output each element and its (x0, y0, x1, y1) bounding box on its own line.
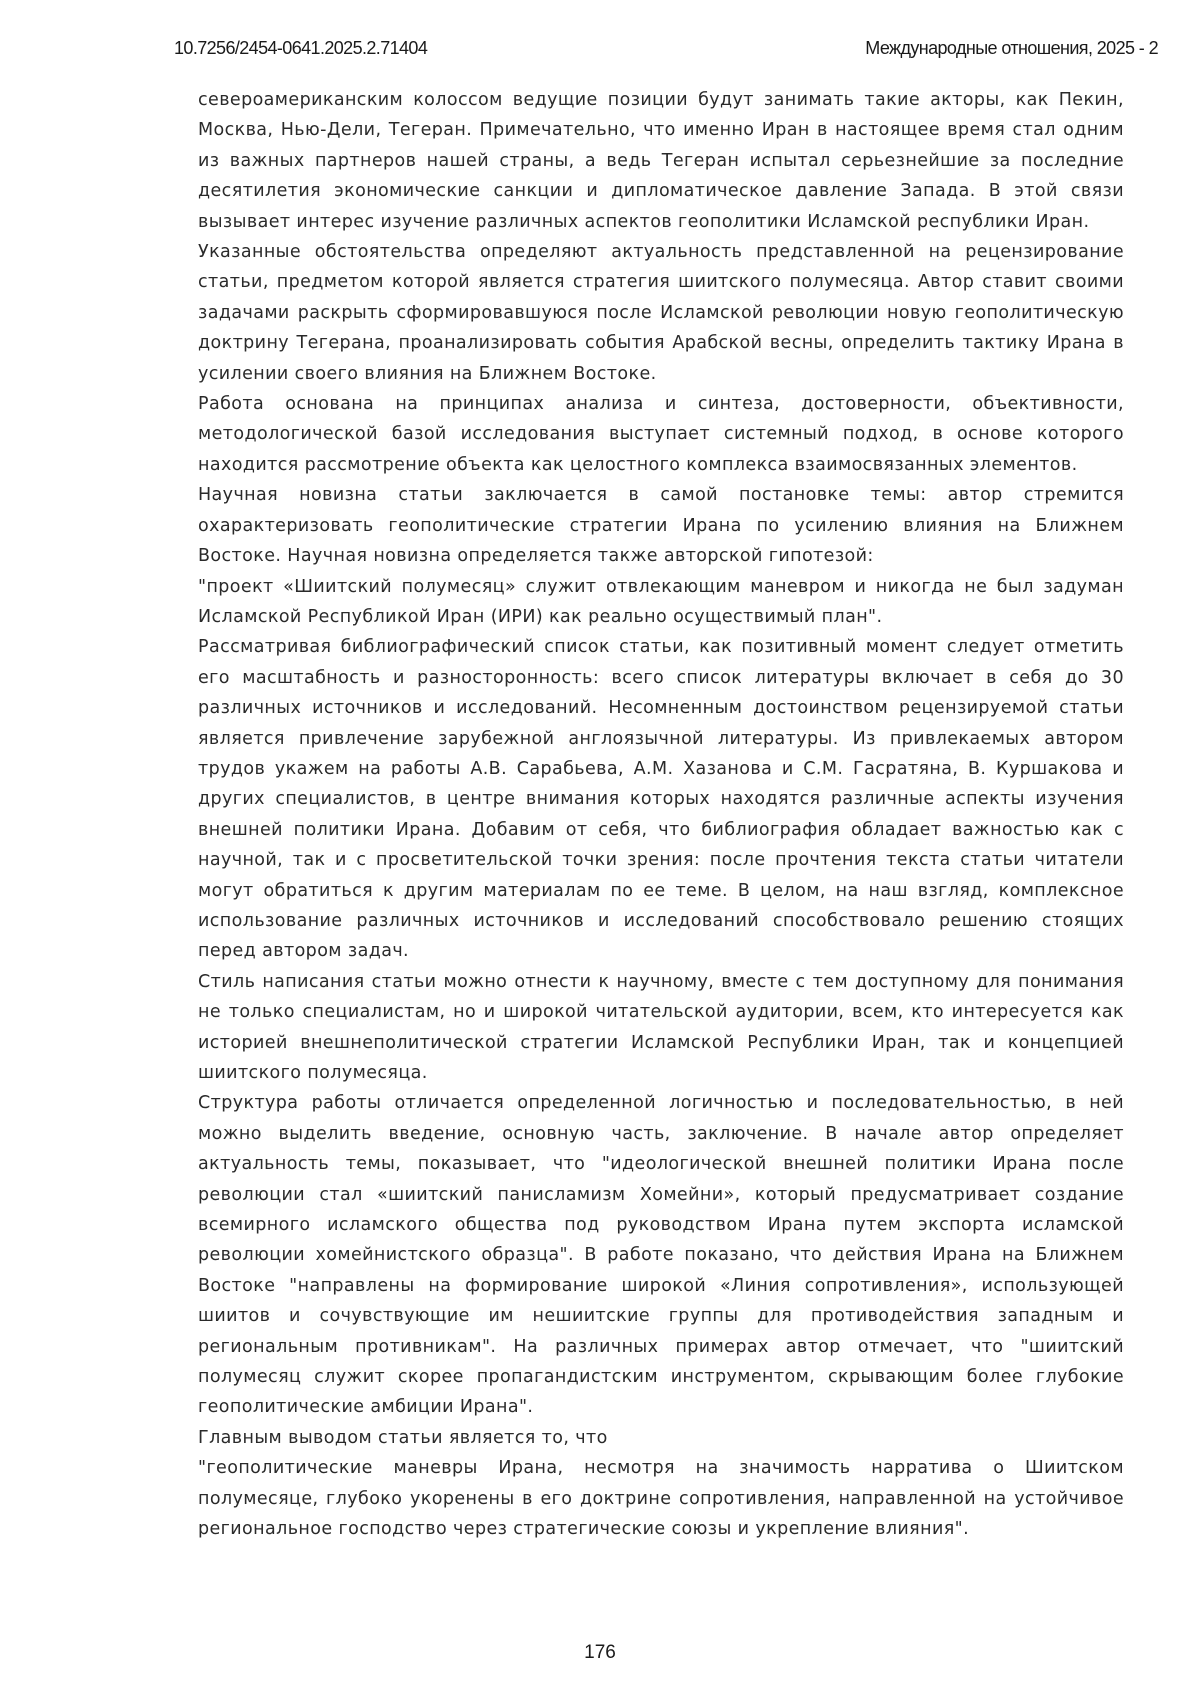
body-paragraph: Стиль написания статьи можно отнести к научному, вместе с тем доступному для понимания не только специалистам, но и широкой читательской аудитории, всем, кто интересуется как историей внешнеполитической стратегии Исламской Республики Иран, так и концепцией шиитского полумесяца. (198, 967, 1124, 1089)
header-doi: 10.7256/2454-0641.2025.2.71404 (174, 38, 427, 59)
body-paragraph: Главным выводом статьи является то, что (198, 1423, 1124, 1453)
body-paragraph: Работа основана на принципах анализа и синтеза, достоверности, объективности, методологической базой исследования выступает системный подход, в основе которого находится рассмотрение объекта как целостного комплекса взаимосвязанных элементов. (198, 389, 1124, 480)
body-paragraph: Структура работы отличается определенной логичностью и последовательностью, в ней можно выделить введение, основную часть, заключение. В начале автор определяет актуальность темы, показывает, что "идеологической внешней политики Ирана после революции стал «шиитский панисламизм Хомейни», который предусматривает создание всемирного исламского общества под руководством Ирана путем экспорта исламской революции хомейнистского образца". В работе показано, что действия Ирана на Ближнем Востоке "направлены на формирование широкой «Линия сопротивления», использующей шиитов и сочувствующие им нешиитские группы для противодействия западным и региональным противникам". На различных примерах автор отмечает, что "шиитский полумесяц служит скорее пропагандистским инструментом, скрывающим более глубокие геополитические амбиции Ирана". (198, 1088, 1124, 1422)
conclusion-quote: "геополитические маневры Ирана, несмотря на значимость нарратива о Шиитском полумесяце, глубоко укоренены в его доктрине сопротивления, направленной на устойчивое региональное господство через стратегические союзы и укрепление влияния". (198, 1453, 1124, 1544)
page-number: 176 (0, 1642, 1200, 1664)
body-paragraph: Научная новизна статьи заключается в самой постановке темы: автор стремится охарактеризовать геополитические стратегии Ирана по усилению влияния на Ближнем Востоке. Научная новизна определяется также авторской гипотезой: (198, 480, 1124, 571)
body-paragraph: Указанные обстоятельства определяют актуальность представленной на рецензирование статьи, предметом которой является стратегия шиитского полумесяца. Автор ставит своими задачами раскрыть сформировавшуюся после Исламской революции новую геополитическую доктрину Тегерана, проанализировать события Арабской весны, определить тактику Ирана в усилении своего влияния на Ближнем Востоке. (198, 237, 1124, 389)
document-page (0, 0, 1200, 1698)
body-paragraph: Рассматривая библиографический список статьи, как позитивный момент следует отметить его масштабность и разносторонность: всего список литературы включает в себя до 30 различных источников и исследований. Несомненным достоинством рецензируемой статьи является привлечение зарубежной англоязычной литературы. Из привлекаемых автором трудов укажем на работы А.В. Сарабьева, А.М. Хазанова и С.М. Гасратяна, В. Куршакова и других специалистов, в центре внимания которых находятся различные аспекты изучения внешней политики Ирана. Добавим от себя, что библиография обладает важностью как с научной, так и с просветительской точки зрения: после прочтения текста статьи читатели могут обратиться к другим материалам по ее теме. В целом, на наш взгляд, комплексное использование различных источников и исследований способствовало решению стоящих перед автором задач. (198, 632, 1124, 966)
body-paragraph: североамериканским колоссом ведущие позиции будут занимать такие акторы, как Пекин, Москва, Нью-Дели, Тегеран. Примечательно, что именно Иран в настоящее время стал одним из важных партнеров нашей страны, а ведь Тегеран испытал серьезнейшие за последние десятилетия экономические санкции и дипломатическое давление Запада. В этой связи вызывает интерес изучение различных аспектов геополитики Исламской республики Иран. (198, 85, 1124, 237)
article-body (198, 85, 1124, 1545)
header-journal-title: Международные отношения, 2025 - 2 (865, 38, 1158, 59)
hypothesis-quote: "проект «Шиитский полумесяц» служит отвлекающим маневром и никогда не был задуман Исламской Республикой Иран (ИРИ) как реально осуществимый план". (198, 572, 1124, 633)
